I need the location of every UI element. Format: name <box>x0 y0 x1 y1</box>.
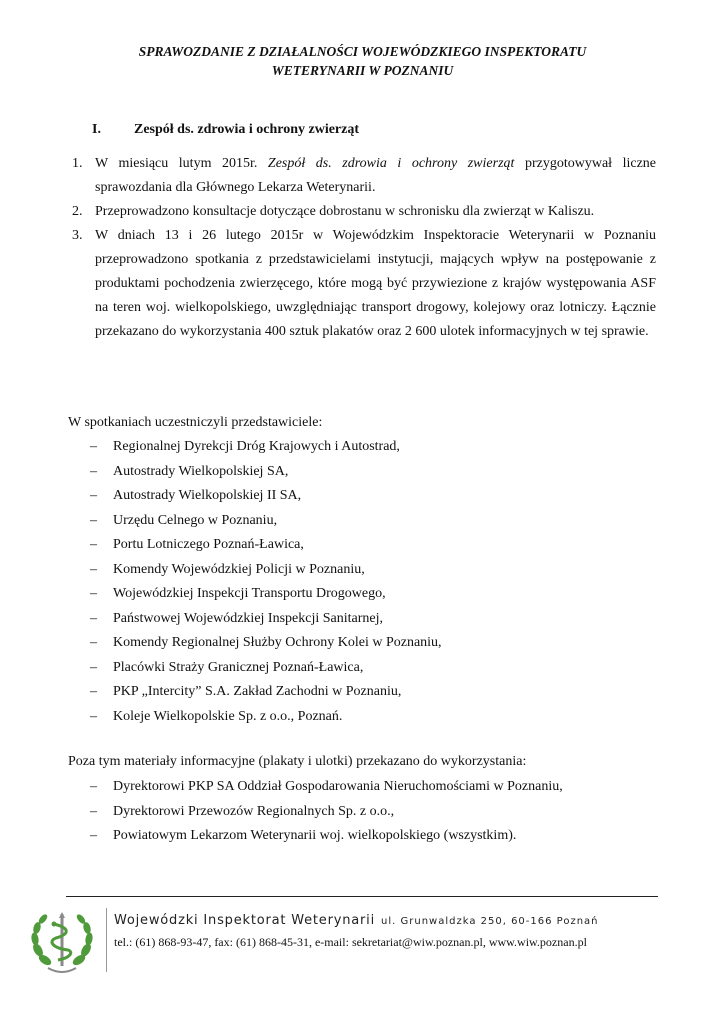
dash-bullet: – <box>90 684 97 699</box>
list-item: – Portu Lotniczego Poznań-Ławica, <box>68 533 656 558</box>
dash-bullet: – <box>90 463 97 479</box>
dash-bullet: – <box>90 659 97 675</box>
item-text-pre: W miesiącu lutym 2015r. <box>95 156 268 171</box>
dash-bullet: – <box>90 803 97 819</box>
list-item: – PKP „Intercity” S.A. Zakład Zachodni w Poznaniu, <box>68 680 656 705</box>
dash-bullet: – <box>90 586 97 601</box>
numbered-list <box>68 152 656 344</box>
section-heading <box>92 122 359 138</box>
item-number: 1. <box>72 156 83 171</box>
list-item: – Autostrady Wielkopolskiej II SA, <box>68 484 656 509</box>
dash-bullet: – <box>90 610 97 626</box>
section-title: Zespół ds. zdrowia i ochrony zwierząt <box>134 122 360 137</box>
footer-contact: tel.: (61) 868-93-47, fax: (61) 868-45-31, e-mail: sekretariat@wiw.poznan.pl, www.wiw.poznan.pl <box>114 935 587 949</box>
materials-intro: Poza tym materiały informacyjne (plakaty i ulotki) przekazano do wykorzystania: <box>68 754 527 769</box>
list-item <box>68 224 656 344</box>
dash-bullet: – <box>90 635 97 650</box>
list-item <box>68 152 656 200</box>
item-number: 2. <box>72 204 83 219</box>
item-text: Przeprowadzono konsultacje dotyczące dobrostanu w schronisku dla zwierząt w Kaliszu. <box>95 204 595 219</box>
dash-bullet: – <box>90 561 97 577</box>
dash-bullet: – <box>90 512 97 528</box>
list-item: – Państwowej Wojewódzkiej Inspekcji Sanitarnej, <box>68 607 656 632</box>
document-title <box>60 42 665 80</box>
footer-separator <box>106 908 107 972</box>
item-text-emphasis: Zespół ds. zdrowia i ochrony zwierząt <box>267 156 515 171</box>
organization-address: ul. Grunwaldzka 250, 60-166 Poznań <box>381 916 599 927</box>
list-item: – Dyrektorowi Przewozów Regionalnych Sp. z o.o., <box>68 800 656 825</box>
organization-name: Wojewódzki Inspektorat Weterynarii <box>114 913 376 928</box>
list-item: – Regionalnej Dyrekcji Dróg Krajowych i Autostrad, <box>68 435 656 460</box>
inspectorate-logo-icon <box>26 906 98 978</box>
caduceus-icon <box>52 912 71 966</box>
list-item: – Koleje Wielkopolskie Sp. z o.o., Poznań. <box>68 705 656 730</box>
dash-bullet: – <box>90 779 97 794</box>
recipients-list <box>68 775 656 849</box>
dash-bullet: – <box>90 537 97 552</box>
dash-bullet: – <box>90 488 97 503</box>
footer-divider <box>66 896 658 897</box>
participants-intro: W spotkaniach uczestniczyli przedstawiciele: <box>68 415 323 430</box>
dash-bullet: – <box>90 708 97 724</box>
list-item: – Dyrektorowi PKP SA Oddział Gospodarowania Nieruchomościami w Poznaniu, <box>68 775 656 800</box>
title-line-2: WETERYNARII W POZNANIU <box>271 63 454 78</box>
list-item: – Autostrady Wielkopolskiej SA, <box>68 460 656 485</box>
title-line-1: SPRAWOZDANIE Z DZIAŁALNOŚCI WOJEWÓDZKIEGO INSPEKTORATU <box>138 44 587 59</box>
list-item <box>68 200 656 224</box>
list-item: – Placówki Straży Granicznej Poznań-Ławica, <box>68 656 656 681</box>
list-item: – Komendy Wojewódzkiej Policji w Poznaniu, <box>68 558 656 583</box>
dash-bullet: – <box>90 828 97 843</box>
section-number: I. <box>92 122 101 137</box>
item-text-post: przygotowywał liczne sprawozdania dla Głównego Lekarza Weterynarii. <box>95 156 657 195</box>
item-number: 3. <box>72 228 83 243</box>
participants-list <box>68 435 656 729</box>
dash-bullet: – <box>90 439 97 454</box>
list-item: – Komendy Regionalnej Służby Ochrony Kolei w Poznaniu, <box>68 631 656 656</box>
item-text: W dniach 13 i 26 lutego 2015r w Wojewódzkim Inspektoracie Weterynarii w Poznaniu przeprowadzono spotkania z przedstawicielami instytucji, mających wpływ na postępowanie z produktami pochodzenia zwierzęcego, które mogą być przywiezione z krajów występowania ASF na teren woj. wielkopolskiego, uwzględniając transport drogowy, kolejowy oraz lotniczy. Łącznie przekazano do wykorzystania 400 sztuk plakatów oraz 2 600 ulotek informacyjnych w tej sprawie. <box>95 228 656 339</box>
list-item: – Urzędu Celnego w Poznaniu, <box>68 509 656 534</box>
footer-organization <box>114 911 599 929</box>
list-item: – Wojewódzkiej Inspekcji Transportu Drogowego, <box>68 582 656 607</box>
list-item: – Powiatowym Lekarzom Weterynarii woj. wielkopolskiego (wszystkim). <box>68 824 656 849</box>
